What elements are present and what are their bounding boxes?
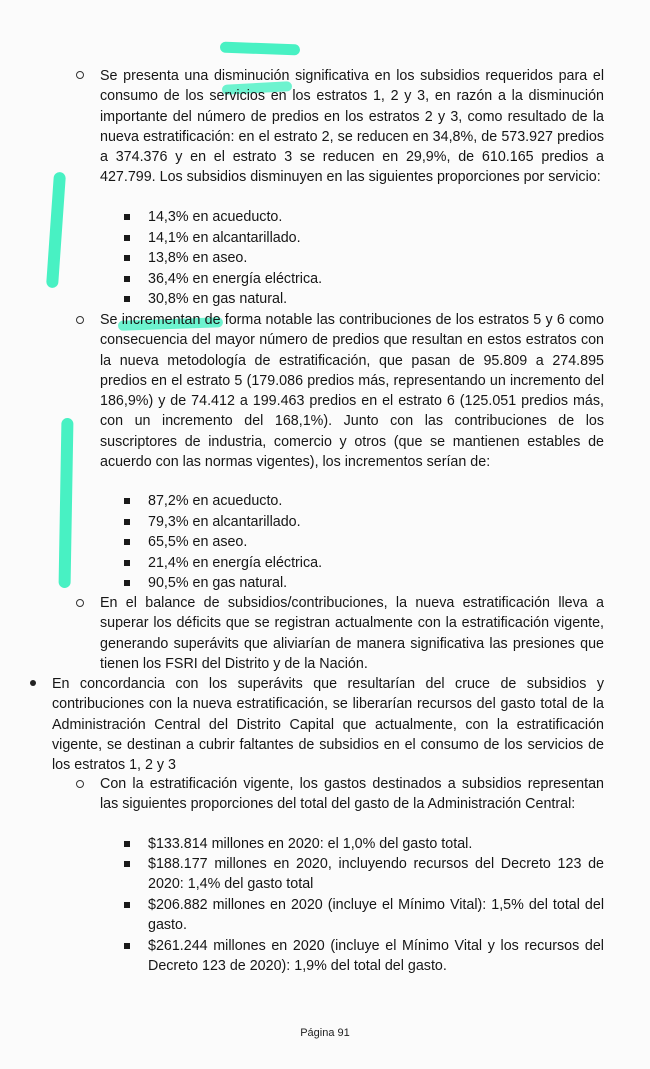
list-bullet-dot <box>30 680 36 686</box>
list-bullet-square <box>124 235 130 241</box>
list-bullet-square <box>124 902 130 908</box>
list-item: 79,3% en alcantarillado. <box>148 514 301 530</box>
list-bullet-square <box>124 498 130 504</box>
list-item: 36,4% en energía eléctrica. <box>148 271 323 287</box>
paragraph-balance: En el balance de subsidios/contribuciones, la nueva estratificación lleva a superar los déficits que se registran actualmente con la estratificación vigente, generando superávits que aliviarían de manera significativa las presiones que tienen los FSRI del Distrito y de la Nación. <box>100 595 604 672</box>
list-item: 21,4% en energía eléctrica. <box>148 555 323 571</box>
highlighter-mark-left1 <box>46 172 66 289</box>
list-item: $188.177 millones en 2020, incluyendo recursos del Decreto 123 de 2020: 1,4% del gasto total <box>148 856 604 893</box>
list-bullet-square <box>124 276 130 282</box>
list-item: 90,5% en gas natural. <box>148 575 288 591</box>
list-bullet-square <box>124 255 130 261</box>
list-bullet-square <box>124 841 130 847</box>
list-bullet-circle <box>76 780 84 788</box>
list-bullet-circle <box>76 599 84 607</box>
list-bullet-square <box>124 580 130 586</box>
list-bullet-circle <box>76 316 84 324</box>
list-bullet-square <box>124 861 130 867</box>
list-bullet-square <box>124 943 130 949</box>
highlighter-mark-top <box>220 42 300 56</box>
page-number: Página 91 <box>300 1027 350 1039</box>
list-item: 30,8% en gas natural. <box>148 291 288 307</box>
list-item: $133.814 millones en 2020: el 1,0% del gasto total. <box>148 836 473 852</box>
paragraph-contribution-increase: Se incrementan de forma notable las contribuciones de los estratos 5 y 6 como consecuencia del mayor número de predios que resultan en estos estratos con la nueva metodología de estratificación, que pasan de 95.809 a 274.895 predios en el estrato 5 (179.086 predios más, representando un incremento del 186,9%) y de 74.412 a 199.463 predios en el estrato 6 (125.051 predios más, con un incremento del 168,1%). Junto con las contribuciones de los suscriptores de industria, comercio y otros (que se mantienen estables de acuerdo con las normas vigentes), los incrementos serían de: <box>100 312 604 471</box>
paragraph-current-spending: Con la estratificación vigente, los gastos destinados a subsidios representan las siguientes proporciones del total del gasto de la Administración Central: <box>100 776 604 813</box>
list-item: 87,2% en acueducto. <box>148 493 283 509</box>
list-item: $206.882 millones en 2020 (incluye el Mínimo Vital): 1,5% del total del gasto. <box>148 897 604 934</box>
list-bullet-square <box>124 560 130 566</box>
list-item: 13,8% en aseo. <box>148 250 248 266</box>
list-bullet-circle <box>76 71 84 79</box>
list-bullet-square <box>124 214 130 220</box>
list-item: 14,3% en acueducto. <box>148 209 283 225</box>
paragraph-subsidy-decrease: Se presenta una disminución significativa en los subsidios requeridos para el consumo de los servicios en los estratos 1, 2 y 3, en razón a la disminución importante del número de predios en los estratos 2 y 3, como resultado de la nueva estratificación: en el estrato 2, se reducen en 34,8%, de 573.927 predios a 374.376 y en el estrato 3 se reducen en 29,9%, de 610.165 predios a 427.799. Los subsidios disminuyen en las siguientes proporciones por servicio: <box>100 68 604 186</box>
list-item: 65,5% en aseo. <box>148 534 248 550</box>
highlighter-mark-left2 <box>59 418 74 588</box>
list-bullet-square <box>124 539 130 545</box>
list-bullet-square <box>124 296 130 302</box>
list-item: 14,1% en alcantarillado. <box>148 230 301 246</box>
list-item: $261.244 millones en 2020 (incluye el Mínimo Vital y los recursos del Decreto 123 de 2020): 1,9% del total del gasto. <box>148 938 604 975</box>
paragraph-freed-resources: En concordancia con los superávits que resultarían del cruce de subsidios y contribuciones con la nueva estratificación, se liberarían recursos del gasto total de la Administración Central del Distrito Capital que actualmente, con la estratificación vigente, se destinan a cubrir faltantes de subsidios en el consumo de los servicios de los estratos 1, 2 y 3 <box>52 676 604 774</box>
list-bullet-square <box>124 519 130 525</box>
